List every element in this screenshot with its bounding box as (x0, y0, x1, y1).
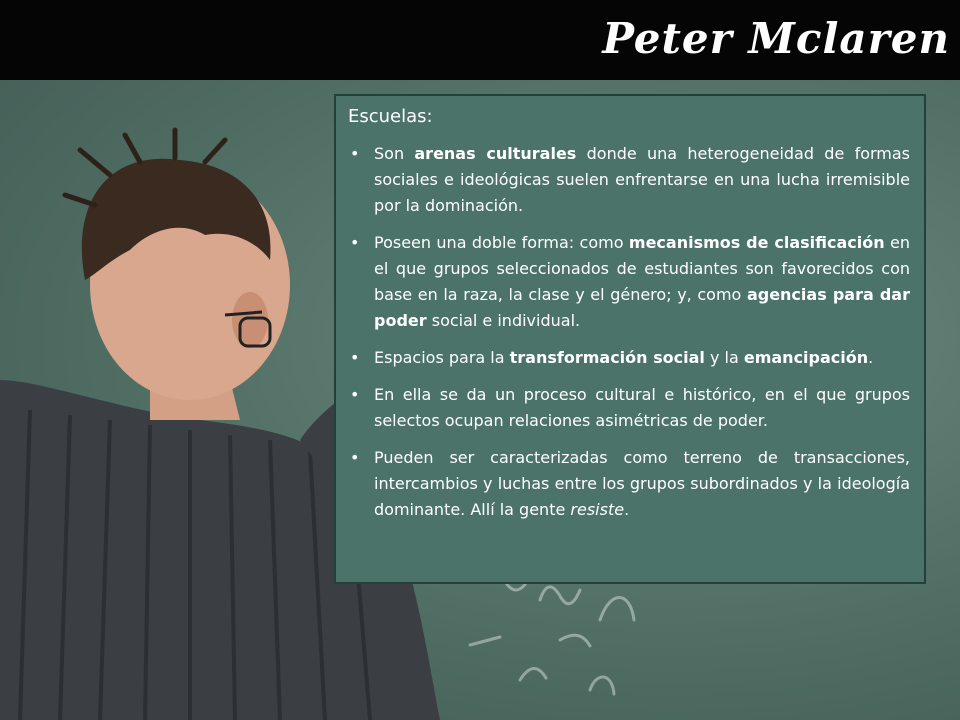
bold-text: emancipación (743, 348, 869, 367)
bullet-text: en el que grupos seleccionados de estudiantes son favorecidos con base en la raza, la clase y el género; y, como (374, 233, 910, 304)
bullet-marker: • (350, 385, 360, 404)
bold-text: agencias para dar poder (374, 285, 910, 330)
slide-title: Peter Mclaren (602, 14, 950, 63)
bullet-marker: • (350, 448, 360, 467)
bullet-text: En ella se da un proceso cultural e histórico, en el que grupos selectos ocupan relaciones asimétricas de poder. (374, 385, 910, 430)
bold-text: transformación social (509, 348, 705, 367)
bullet-item (348, 141, 910, 219)
bold-text: mecanismos de clasificación (628, 233, 885, 252)
bullet-text: y la (704, 348, 744, 367)
bullet-text: Pueden ser caracterizadas como terreno de transacciones, intercambios y luchas entre los grupos subordinados y la ideología dominante. Allí la gente (374, 448, 910, 519)
bullet-text: . (868, 348, 874, 367)
bullet-text: Son (374, 144, 415, 163)
bullet-item (348, 345, 910, 371)
bullet-item (348, 382, 910, 434)
bullet-item (348, 230, 910, 334)
panel-heading: Escuelas: (348, 106, 433, 127)
bullet-item (348, 445, 910, 523)
bullet-marker: • (350, 233, 360, 252)
bold-text: arenas culturales (414, 144, 577, 163)
italic-text: resiste (570, 500, 625, 519)
bullet-text: . (624, 500, 630, 519)
bullet-text: social e individual. (426, 311, 581, 330)
bullet-text: donde una heterogeneidad de formas sociales e ideológicas suelen enfrentarse en una lucha irremisible por la dominación. (374, 144, 911, 215)
content-panel (334, 94, 926, 584)
bullet-marker: • (350, 348, 360, 367)
title-bar (0, 0, 960, 80)
bullet-marker: • (350, 144, 360, 163)
bullet-text: Espacios para la (374, 348, 510, 367)
bullet-text: Poseen una doble forma: como (374, 233, 629, 252)
bullet-list (348, 141, 910, 523)
